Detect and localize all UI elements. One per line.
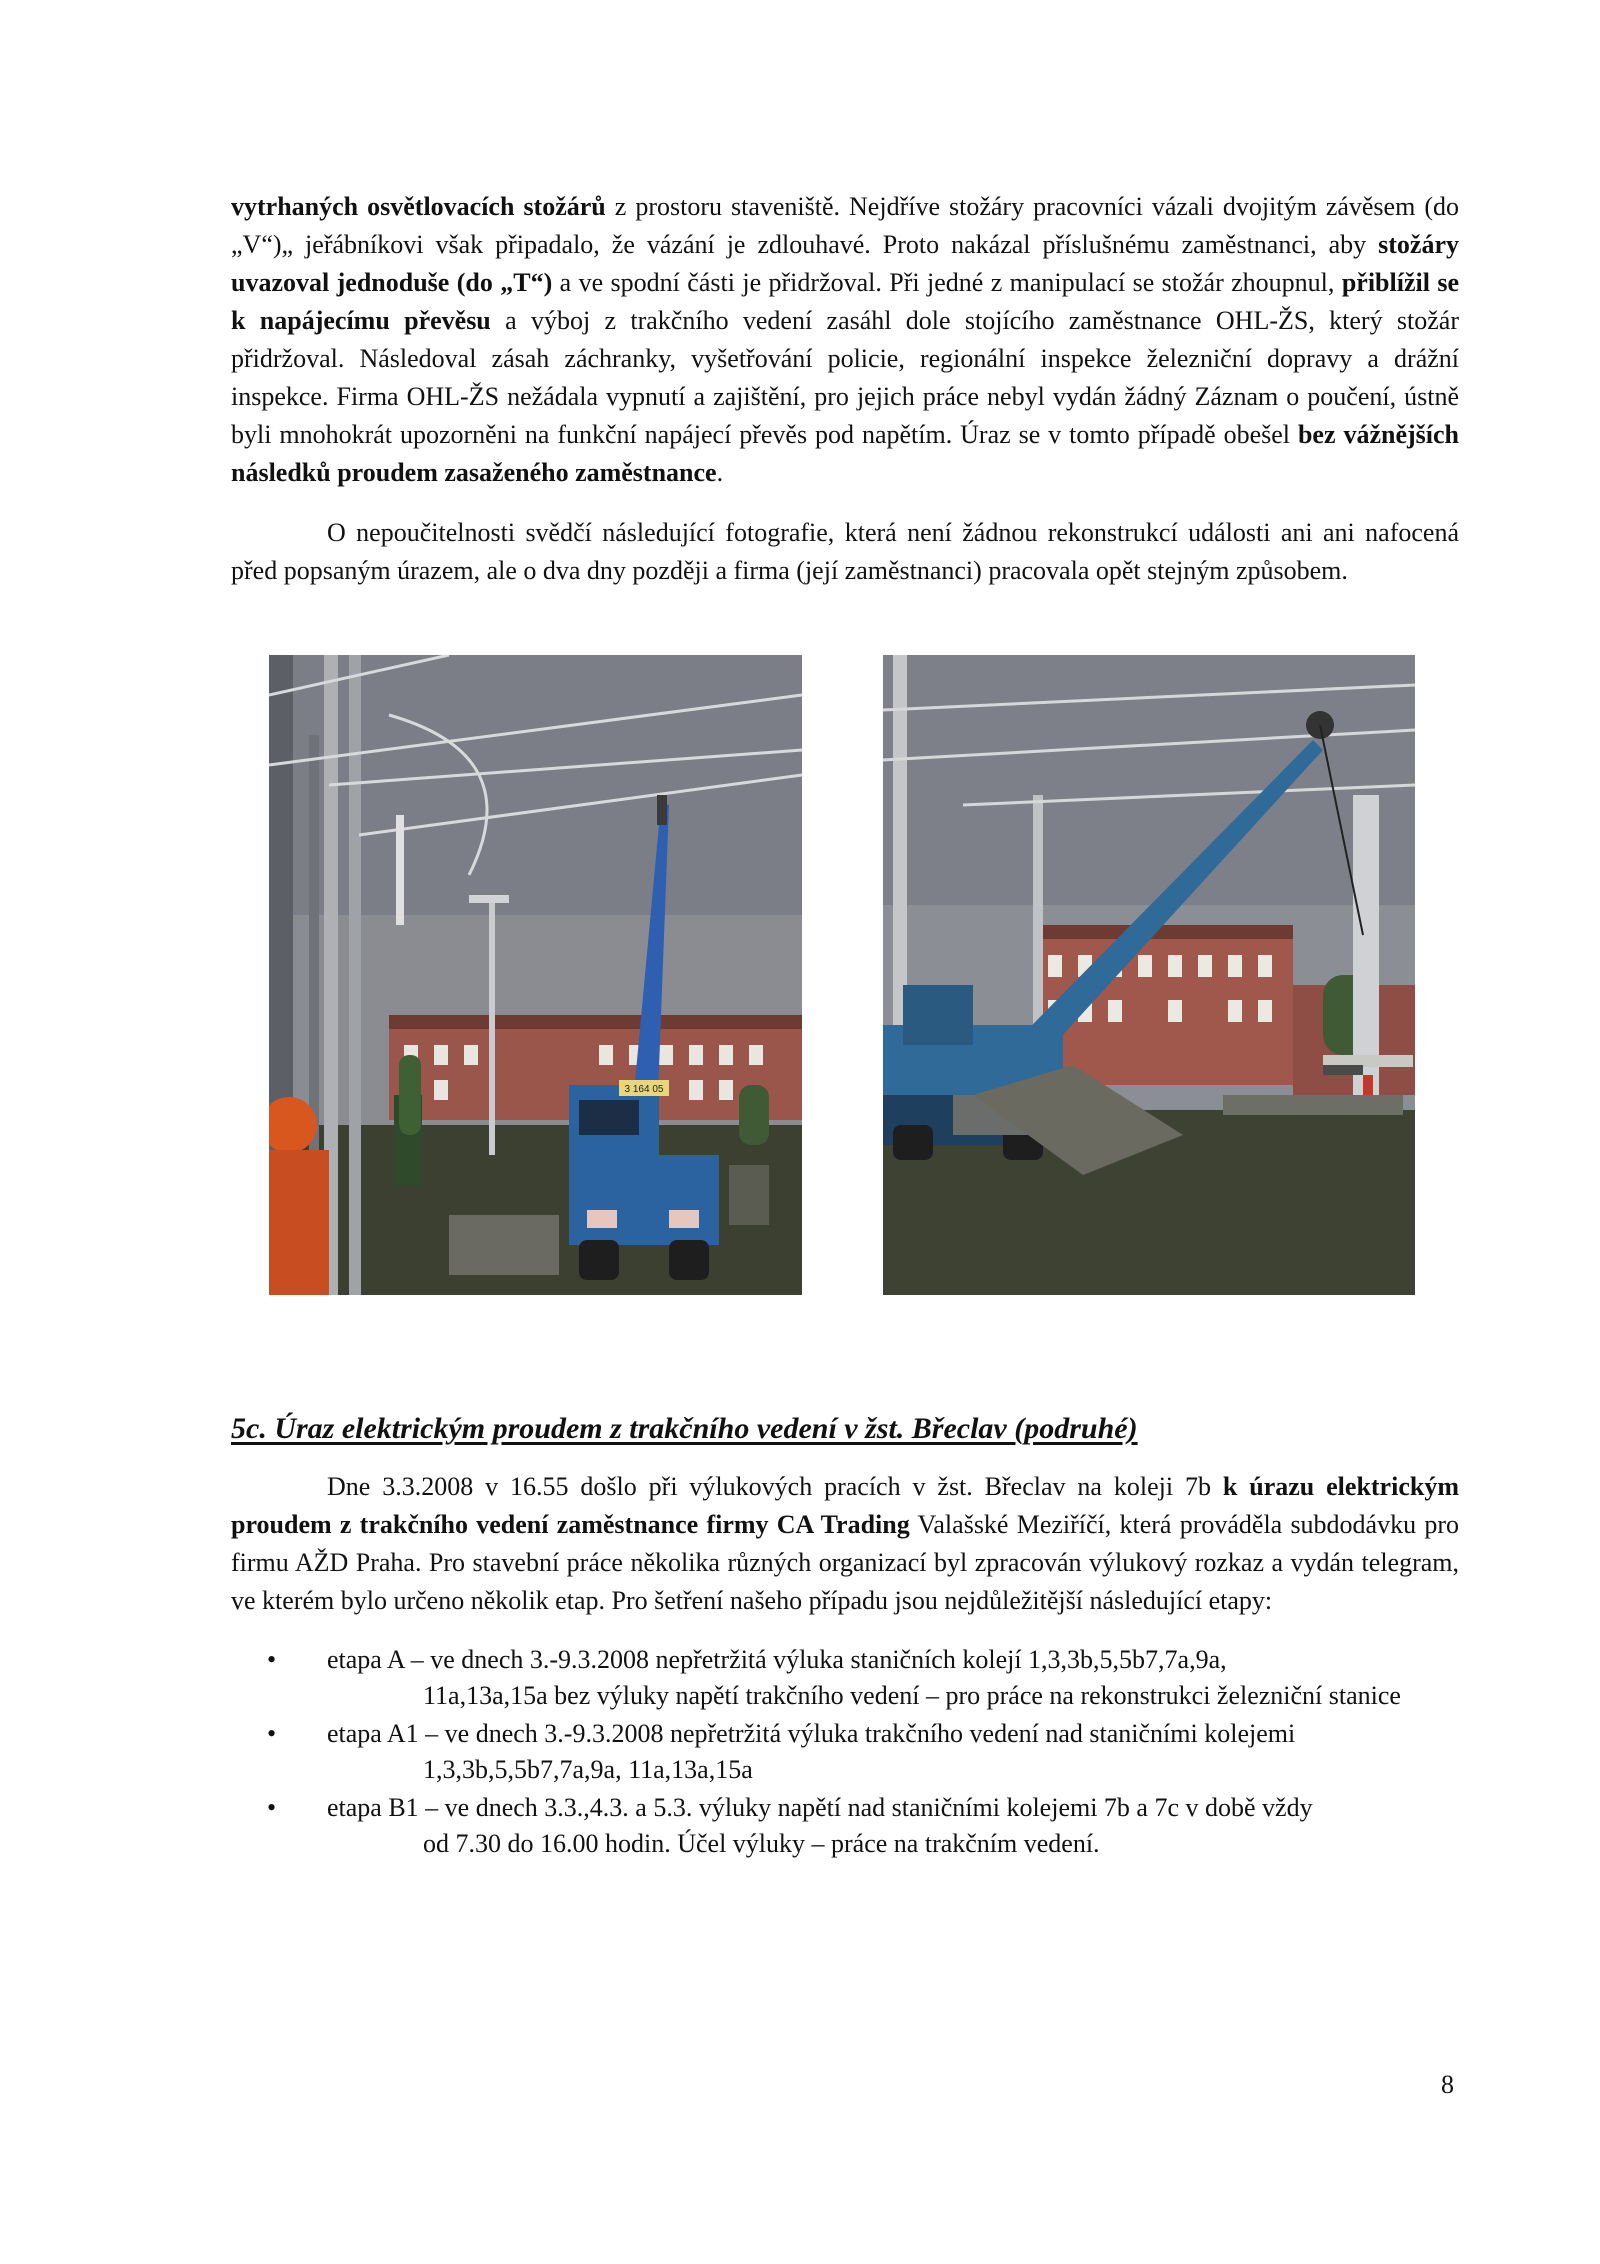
stage-list — [231, 1642, 1459, 1862]
bold-phrase: přiblížil se k napájecímu převěsu — [231, 268, 1459, 335]
bullet-icon: • — [267, 1719, 277, 1748]
text-run: a výboj z trakčního vedení zasáhl dole stojícího zaměstnance OHL-ŽS, který stožár přidržoval. Následoval zásah záchranky, vyšetřování policie, regionální inspekce železniční dopravy a drážní inspekce. Firma OHL-ŽS nežádala vypnutí a zajištění, pro jejich práce nebyl vydán žádný Záznam o poučení, ústně byli mnohokrát upozorněni na funkční napájecí převěs pod napětím. Úraz se v tomto případě obešel — [231, 306, 1459, 449]
page-number: 8 — [1441, 2070, 1454, 2099]
photo-row — [269, 655, 1415, 1295]
paragraph-incident-description — [231, 188, 1459, 492]
text-run: Valašské Meziříčí, která prováděla subdodávku pro firmu AŽD Praha. Pro stavební práce několika různých organizací byl zpracován výlukový rozkaz a vydán telegram, ve kterém bylo určeno několik etap. Pro šetření našeho případu jsou nejdůležitější následující etapy: — [231, 1510, 1459, 1615]
stage-line-cont: 11a,13a,15a bez výluky napětí trakčního vedení – pro práce na rekonstrukci železniční stanice — [423, 1681, 1401, 1710]
list-item-stage-b1 — [231, 1790, 1459, 1862]
bullet-icon: • — [267, 1645, 277, 1674]
section-heading-5c: 5c. Úraz elektrickým proudem z trakčního vedení v žst. Břeclav (podruhé) — [231, 1412, 1138, 1445]
list-item-stage-a — [231, 1642, 1459, 1714]
text-block-5c — [231, 1468, 1459, 1864]
photo-crane-lifting-right — [883, 655, 1415, 1295]
text-run: z prostoru staveniště. Nejdříve stožáry pracovníci vázali dvojitým závěsem (do „V“)„ jeřábníkovi však připadalo, že vázání je zdlouhavé. Proto nakázal příslušnému zaměstnanci, aby — [231, 192, 1459, 259]
stage-line-cont: 1,3,3b,5,5b7,7a,9a, 11a,13a,15a — [423, 1755, 753, 1784]
bold-phrase: stožáry uvazoval jednoduše (do „T“) — [231, 230, 1459, 297]
stage-line-cont: od 7.30 do 16.00 hodin. Účel výluky – práce na trakčním vedení. — [423, 1829, 1100, 1858]
paragraph-5c-description — [231, 1468, 1459, 1620]
text-run: Dne 3.3.2008 v 16.55 došlo při výlukových pracích v žst. Břeclav na koleji 7b — [327, 1472, 1223, 1501]
bullet-icon: • — [267, 1793, 277, 1822]
paragraph-photo-intro: O nepoučitelnosti svědčí následující fotografie, která není žádnou rekonstrukcí události ani ani nafocená před popsaným úrazem, ale o dva dny později a firma (její zaměstnanci) pracovala opět stejným způsobem. — [231, 518, 1459, 585]
text-block-top — [231, 188, 1459, 590]
text-run: a ve spodní části je přidržoval. Při jedné z manipulací se stožár zhoupnul, — [552, 268, 1342, 297]
stage-line: etapa A1 – ve dnech 3.-9.3.2008 nepřetržitá výluka trakčního vedení nad staničními kolejemi — [327, 1719, 1296, 1748]
bold-phrase: k úrazu elektrickým proudem z trakčního vedení zaměstnance firmy CA Trading — [231, 1472, 1459, 1539]
bold-phrase: bez vážnějších následků proudem zasaženého zaměstnance — [231, 420, 1459, 487]
list-item-stage-a1 — [231, 1716, 1459, 1788]
stage-line: etapa A – ve dnech 3.-9.3.2008 nepřetržitá výluka staničních kolejí 1,3,3b,5,5b7,7a,9a, — [327, 1645, 1227, 1674]
truck-plate-text: 3 164 05 — [624, 1084, 664, 1095]
photo-crane-truck-left — [269, 655, 802, 1295]
bold-phrase: vytrhaných osvětlovacích stožárů — [231, 192, 606, 221]
stage-line: etapa B1 – ve dnech 3.3.,4.3. a 5.3. výluky napětí nad staničními kolejemi 7b a 7c v době vždy — [327, 1793, 1313, 1822]
text-run: . — [716, 458, 724, 487]
